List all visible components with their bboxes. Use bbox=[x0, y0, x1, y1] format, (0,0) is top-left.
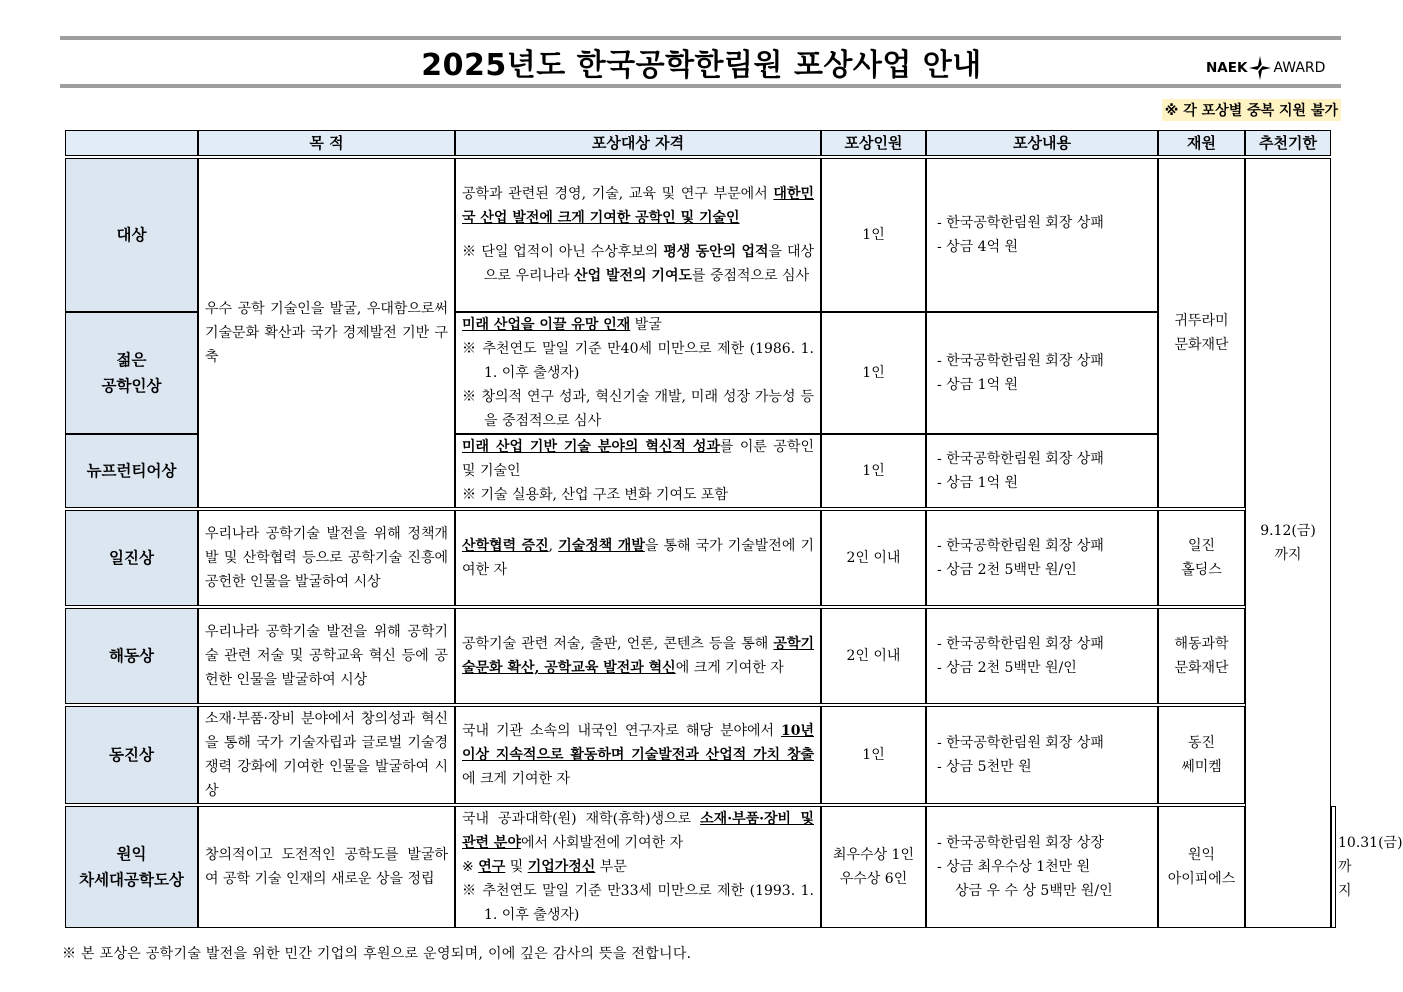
award-table bbox=[65, 130, 1403, 928]
award-name: 동진상 bbox=[65, 706, 198, 804]
prize-content: - 한국공학한림원 회장 상패 - 상금 2천 5백만 원/인 bbox=[926, 510, 1158, 606]
logo-text-left: NAEK bbox=[1206, 60, 1248, 76]
bottom-rule-thick bbox=[60, 84, 1341, 88]
table-row-dongjin bbox=[65, 706, 1336, 804]
purpose-text: 우리나라 공학기술 발전을 위해 정책개발 및 산학협력 등으로 공학기술 진흥에 공헌한 인물을 발굴하여 시상 bbox=[198, 510, 455, 606]
prize-content: - 한국공학한림원 회장 상패 - 상금 2천 5백만 원/인 bbox=[926, 608, 1158, 704]
prize-content: - 한국공학한림원 회장 상패 - 상금 5천만 원 bbox=[926, 706, 1158, 804]
page-title: 2025년도 한국공학한림원 포상사업 안내 bbox=[421, 48, 982, 83]
star-icon bbox=[1248, 55, 1272, 81]
naek-award-logo bbox=[1206, 55, 1325, 81]
header-eligibility: 포상대상 자격 bbox=[455, 130, 821, 156]
eligibility-text: 산학협력 증진, 기술정책 개발을 통해 국가 기술발전에 기여한 자 bbox=[455, 510, 821, 606]
prize-content: - 한국공학한림원 회장 상장 - 상금 최우수상 1천만 원 상금 우 수 상 5백만 원/인 bbox=[926, 806, 1158, 928]
table-row-haedong bbox=[65, 608, 1336, 704]
header-award bbox=[65, 130, 198, 156]
award-count: 2인 이내 bbox=[821, 608, 926, 704]
eligibility-text: 국내 공과대학(원) 재학(휴학)생으로 소재·부품·장비 및 관련 분야에서 사회발전에 기여한 자 ※ 연구 및 기업가정신 부문 ※ 추천연도 말일 기준 만33세 미만으로 제한 (1993. 1. 1. 이후 출생자) bbox=[455, 806, 821, 928]
eligibility-text: 미래 산업을 이끌 유망 인재 발굴 ※ 추천연도 말일 기준 만40세 미만으로 제한 (1986. 1. 1. 이후 출생자) ※ 창의적 연구 성과, 혁신기술 개발, 미래 성장 가능성 등을 중점적으로 심사 bbox=[455, 312, 821, 434]
award-count: 1인 bbox=[821, 434, 926, 508]
award-name: 뉴프런티어상 bbox=[65, 434, 198, 508]
prize-content: - 한국공학한림원 회장 상패 - 상금 4억 원 bbox=[926, 158, 1158, 312]
header-purpose: 목 적 bbox=[198, 130, 455, 156]
award-count: 최우수상 1인 우수상 6인 bbox=[821, 806, 926, 928]
table-row-grand-prize bbox=[65, 158, 1336, 312]
table-header-row bbox=[65, 130, 1336, 156]
purpose-text: 우수 공학 기술인을 발굴, 우대함으로써 기술문화 확산과 국가 경제발전 기반 구축 bbox=[198, 158, 455, 508]
eligibility-text: 공학과 관련된 경영, 기술, 교육 및 연구 부문에서 대한민국 산업 발전에 크게 기여한 공학인 및 기술인 ※ 단일 업적이 아닌 수상후보의 평생 동안의 업적을 대상으로 우리나라 산업 발전의 기여도를 중점적으로 심사 bbox=[455, 158, 821, 312]
award-name: 원익 차세대공학도상 bbox=[65, 806, 198, 928]
prize-content: - 한국공학한림원 회장 상패 - 상금 1억 원 bbox=[926, 312, 1158, 434]
logo-text-right: AWARD bbox=[1273, 60, 1326, 76]
award-name: 대상 bbox=[65, 158, 198, 312]
award-count: 1인 bbox=[821, 312, 926, 434]
header-count: 포상인원 bbox=[821, 130, 926, 156]
award-name: 해동상 bbox=[65, 608, 198, 704]
header-prize: 포상내용 bbox=[926, 130, 1158, 156]
prize-content: - 한국공학한림원 회장 상패 - 상금 1억 원 bbox=[926, 434, 1158, 508]
fund-source: 원익 아이피에스 bbox=[1158, 806, 1245, 928]
footnote: ※ 본 포상은 공학기술 발전을 위한 민간 기업의 후원으로 운영되며, 이에 깊은 감사의 뜻을 전합니다. bbox=[62, 946, 692, 962]
award-name: 젊은 공학인상 bbox=[65, 312, 198, 434]
purpose-text: 소재·부품·장비 분야에서 창의성과 혁신을 통해 국가 기술자립과 글로벌 기술경쟁력 강화에 기여한 인물을 발굴하여 시상 bbox=[198, 706, 455, 804]
award-count: 1인 bbox=[821, 158, 926, 312]
purpose-text: 창의적이고 도전적인 공학도를 발굴하여 공학 기술 인재의 새로운 상을 정립 bbox=[198, 806, 455, 928]
fund-source: 귀뚜라미 문화재단 bbox=[1158, 158, 1245, 508]
eligibility-text: 국내 기관 소속의 내국인 연구자로 해당 분야에서 10년 이상 지속적으로 활동하며 기술발전과 산업적 가치 창출에 크게 기여한 자 bbox=[455, 706, 821, 804]
award-name: 일진상 bbox=[65, 510, 198, 606]
award-count: 2인 이내 bbox=[821, 510, 926, 606]
header-deadline: 추천기한 bbox=[1245, 130, 1331, 156]
fund-source: 동진 쎄미켐 bbox=[1158, 706, 1245, 804]
eligibility-text: 공학기술 관련 저술, 출판, 언론, 콘텐츠 등을 통해 공학기술문화 확산, 공학교육 발전과 혁신에 크게 기여한 자 bbox=[455, 608, 821, 704]
fund-source: 일진 홀딩스 bbox=[1158, 510, 1245, 606]
table-row-wonik bbox=[65, 806, 1336, 928]
award-count: 1인 bbox=[821, 706, 926, 804]
eligibility-text: 미래 산업 기반 기술 분야의 혁신적 성과를 이룬 공학인 및 기술인 ※ 기술 실용화, 산업 구조 변화 기여도 포함 bbox=[455, 434, 821, 508]
fund-source: 해동과학 문화재단 bbox=[1158, 608, 1245, 704]
purpose-text: 우리나라 공학기술 발전을 위해 공학기술 관련 저술 및 공학교육 혁신 등에 공헌한 인물을 발굴하여 시상 bbox=[198, 608, 455, 704]
header-fund: 재원 bbox=[1158, 130, 1245, 156]
deadline-main: 9.12(금) 까지 bbox=[1245, 158, 1331, 928]
table-row-iljin bbox=[65, 510, 1336, 606]
deadline-wonik: 10.31(금) 까지 bbox=[1331, 806, 1336, 928]
duplicate-application-note: ※ 각 포상별 중복 지원 불가 bbox=[1162, 99, 1341, 121]
